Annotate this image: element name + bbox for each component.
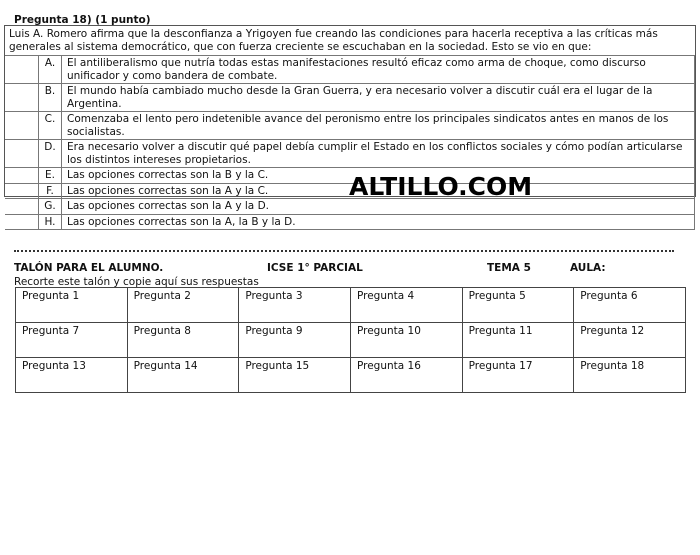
option-text: Las opciones correctas son la A, la B y la D. bbox=[62, 214, 695, 230]
option-text: Era necesario volver a discutir qué papel debía cumplir el Estado en los conflictos sociales y cómo podían articularse los distintos intereses propietarios. bbox=[62, 140, 695, 168]
option-answer-cell bbox=[5, 183, 39, 199]
option-answer-cell bbox=[5, 214, 39, 230]
answer-cell: Pregunta 13 bbox=[16, 358, 128, 393]
option-answer-cell bbox=[5, 199, 39, 215]
answer-cell: Pregunta 6 bbox=[574, 288, 686, 323]
answer-cell: Pregunta 15 bbox=[239, 358, 351, 393]
option-letter: G. bbox=[39, 199, 62, 215]
tema-label: TEMA 5 bbox=[487, 262, 531, 274]
exam-name: ICSE 1° PARCIAL bbox=[267, 262, 363, 274]
option-answer-cell bbox=[5, 56, 39, 84]
option-text: Las opciones correctas son la A y la D. bbox=[62, 199, 695, 215]
answer-cell: Pregunta 1 bbox=[16, 288, 128, 323]
option-letter: B. bbox=[39, 84, 62, 112]
option-letter: C. bbox=[39, 112, 62, 140]
options-table bbox=[5, 55, 695, 230]
question-stem: Luis A. Romero afirma que la desconfianza a Yrigoyen fue creando las condiciones para hacerla receptiva a las críticas más generales al sistema democrático, que con fuerza creciente se escuchaban en la sociedad. Esto se vio en que: bbox=[9, 28, 658, 53]
answer-cell: Pregunta 9 bbox=[239, 323, 351, 358]
option-text: El mundo había cambiado mucho desde la Gran Guerra, y era necesario volver a discutir cuál era el lugar de la Argentina. bbox=[62, 84, 695, 112]
talon-label: TALÓN PARA EL ALUMNO. bbox=[14, 262, 164, 274]
question-title: Pregunta 18) (1 punto) bbox=[14, 14, 151, 26]
answer-cell: Pregunta 18 bbox=[574, 358, 686, 393]
answer-cell: Pregunta 2 bbox=[127, 288, 239, 323]
option-row bbox=[5, 112, 695, 140]
talon-instruction: Recorte este talón y copie aquí sus respuestas bbox=[14, 276, 259, 288]
answer-cell: Pregunta 7 bbox=[16, 323, 128, 358]
option-text: El antiliberalismo que nutría todas estas manifestaciones resultó eficaz como arma de choque, como discurso unificador y como bandera de combate. bbox=[62, 56, 695, 84]
answer-cell: Pregunta 16 bbox=[350, 358, 462, 393]
option-answer-cell bbox=[5, 140, 39, 168]
answer-cell: Pregunta 3 bbox=[239, 288, 351, 323]
option-answer-cell bbox=[5, 168, 39, 184]
option-letter: E. bbox=[39, 168, 62, 184]
option-answer-cell bbox=[5, 84, 39, 112]
answer-grid-row bbox=[16, 323, 686, 358]
answer-grid-row bbox=[16, 358, 686, 393]
answer-cell: Pregunta 8 bbox=[127, 323, 239, 358]
answer-grid-row bbox=[16, 288, 686, 323]
answer-cell: Pregunta 10 bbox=[350, 323, 462, 358]
option-text: Las opciones correctas son la A y la C. bbox=[62, 183, 695, 199]
option-row bbox=[5, 84, 695, 112]
answer-cell: Pregunta 17 bbox=[462, 358, 574, 393]
aula-label: AULA: bbox=[570, 262, 606, 274]
option-letter: D. bbox=[39, 140, 62, 168]
option-text: Las opciones correctas son la B y la C. bbox=[62, 168, 695, 184]
answer-cell: Pregunta 4 bbox=[350, 288, 462, 323]
option-row bbox=[5, 56, 695, 84]
option-row bbox=[5, 140, 695, 168]
option-answer-cell bbox=[5, 112, 39, 140]
answer-cell: Pregunta 12 bbox=[574, 323, 686, 358]
answer-cell: Pregunta 11 bbox=[462, 323, 574, 358]
option-row bbox=[5, 214, 695, 230]
option-letter: H. bbox=[39, 214, 62, 230]
option-text: Comenzaba el lento pero indetenible avance del peronismo entre los principales sindicatos antes en manos de los socialistas. bbox=[62, 112, 695, 140]
cut-line-divider bbox=[14, 250, 674, 257]
answer-cell: Pregunta 5 bbox=[462, 288, 574, 323]
answer-cell: Pregunta 14 bbox=[127, 358, 239, 393]
answer-grid bbox=[15, 287, 686, 393]
watermark-logo: ALTILLO.COM bbox=[349, 172, 533, 201]
option-letter: A. bbox=[39, 56, 62, 84]
option-letter: F. bbox=[39, 183, 62, 199]
